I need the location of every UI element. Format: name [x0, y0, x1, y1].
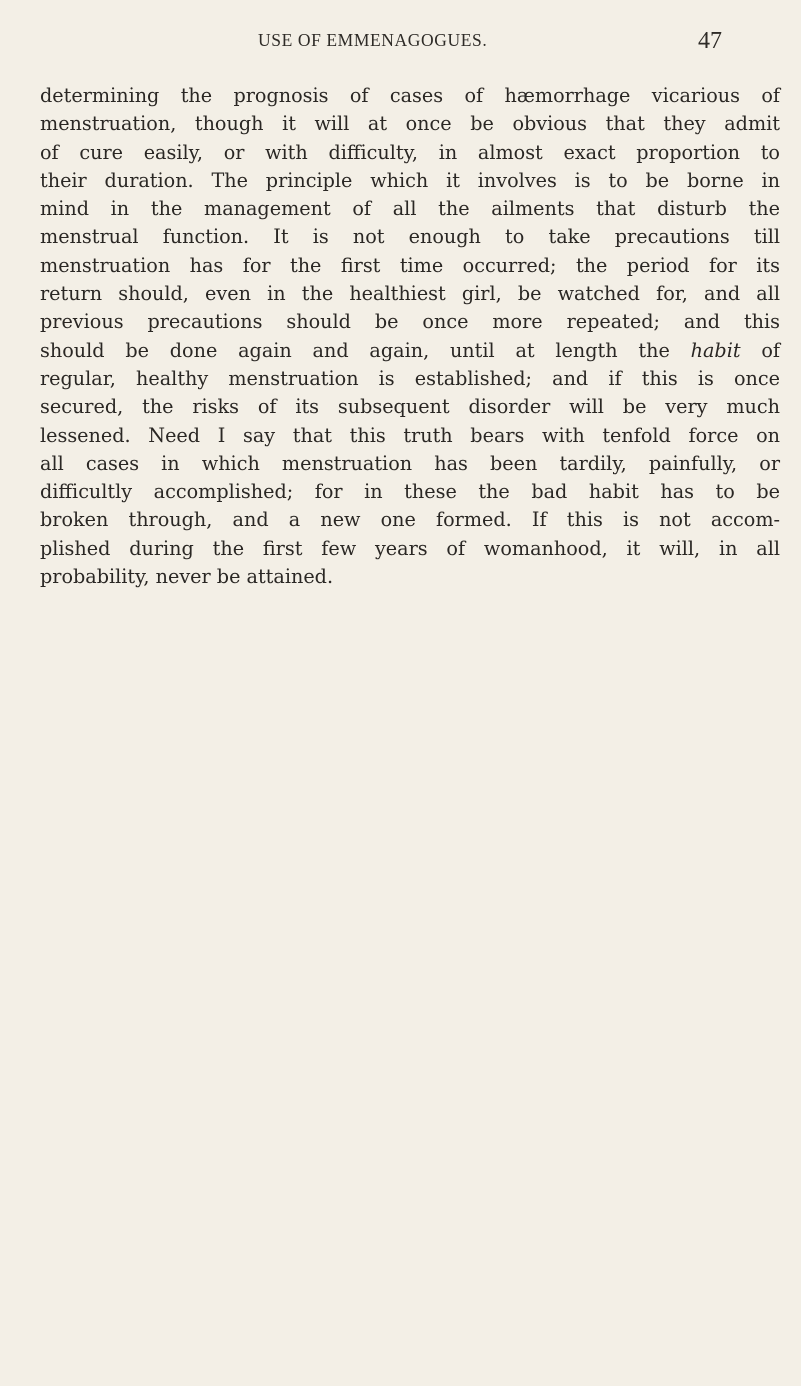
text-line-2: menstruation, though it will at once be obvious that they admit: [40, 112, 780, 136]
text-line-11: regular, healthy menstruation is established; and if this is once: [40, 366, 780, 390]
running-head-title: USE OF EMMENAGOGUES.: [258, 30, 488, 50]
text-line-10-lead: should be done again and again, until at length the: [40, 338, 670, 362]
text-line-6: menstrual function. It is not enough to take precautions till: [40, 225, 780, 249]
text-line-10: [40, 337, 780, 365]
text-line-12: secured, the risks of its subsequent disorder will be very much: [40, 395, 780, 419]
text-line-18: probability, never be attained.: [40, 565, 334, 589]
text-line-17: plished during the first few years of womanhood, it will, in all: [40, 536, 780, 560]
text-line-5: mind in the management of all the ailments that disturb the: [40, 197, 780, 221]
page-number: 47: [698, 28, 722, 54]
text-line-7: menstruation has for the first time occurred; the period for its: [40, 253, 780, 277]
text-line-8: return should, even in the healthiest girl, be watched for, and all: [40, 282, 780, 306]
italic-word-habit: habit: [690, 338, 741, 362]
text-line-9: previous precautions should be once more repeated; and this: [40, 310, 780, 334]
text-line-13: lessened. Need I say that this truth bears with tenfold force on: [40, 423, 780, 447]
running-head: [0, 30, 801, 60]
text-line-15: difficultly accomplished; for in these the bad habit has to be: [40, 480, 780, 504]
text-line-1: determining the prognosis of cases of hæmorrhage vicarious of: [40, 84, 780, 107]
body-paragraph: [40, 82, 780, 591]
text-line-10-tail: of: [761, 338, 780, 362]
text-line-14: all cases in which menstruation has been tardily, painfully, or: [40, 451, 780, 475]
text-line-4: their duration. The principle which it involves is to be borne in: [40, 168, 780, 192]
text-line-3: of cure easily, or with difficulty, in almost exact proportion to: [40, 140, 780, 164]
text-line-16: broken through, and a new one formed. If this is not accom-: [40, 508, 780, 532]
